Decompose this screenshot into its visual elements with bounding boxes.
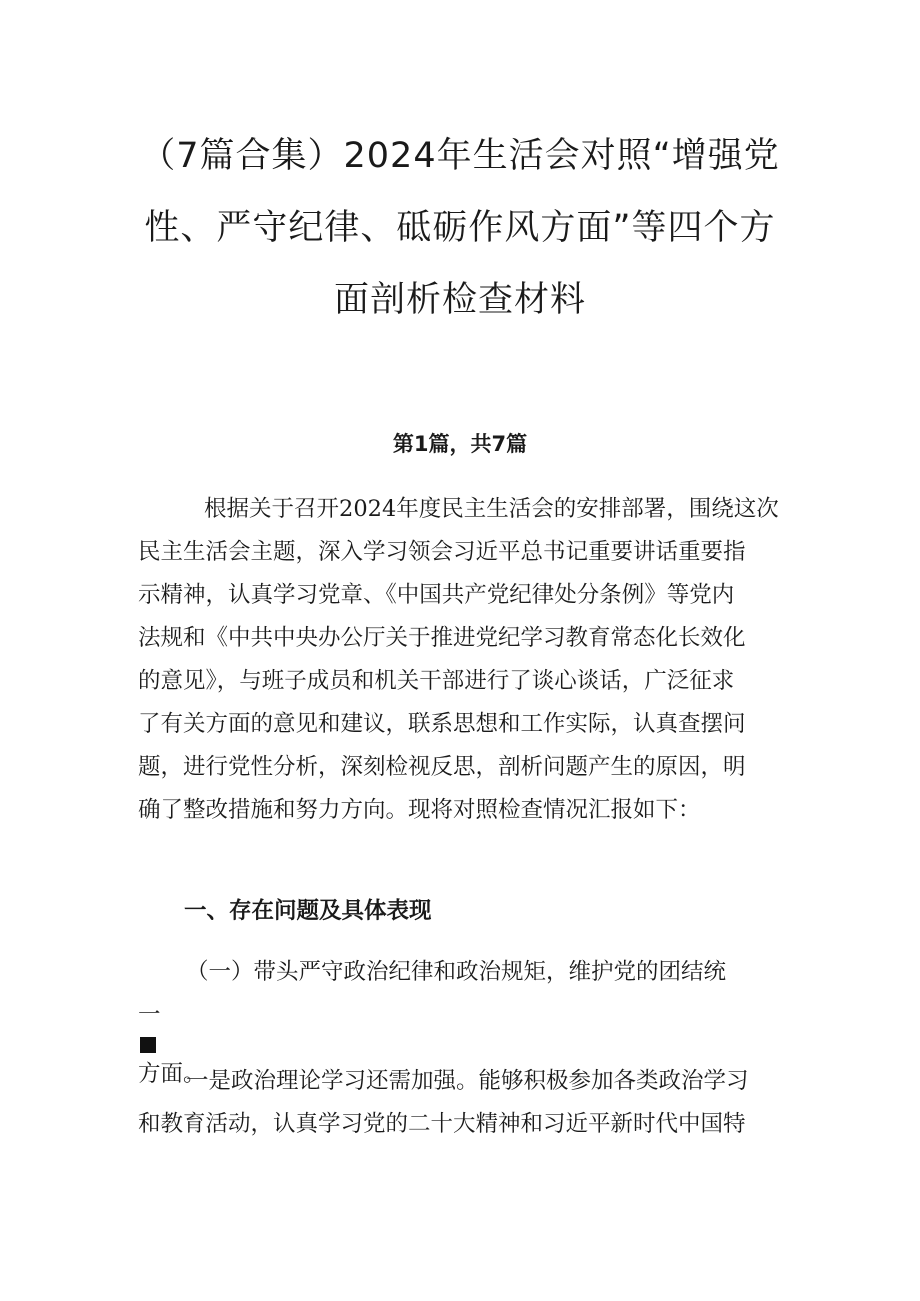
title-line: 性、严守纪律、砥砺作风方面”等四个方: [144, 208, 776, 248]
document-title: [130, 120, 790, 336]
part-indicator: 第1篇，共7篇: [392, 432, 528, 456]
paragraph-line: （一）带头严守政治纪律和政治规矩，维护党的团结统: [186, 959, 727, 985]
point-paragraph: [138, 1060, 798, 1146]
paragraph-line: 的意见》，与班子成员和机关干部进行了谈心谈话，广泛征求: [138, 668, 735, 694]
black-square-icon: [140, 1037, 156, 1053]
paragraph-line: 一是政治理论学习还需加强。能够积极参加各类政治学习: [186, 1068, 749, 1094]
paragraph-line: 和教育活动，认真学习党的二十大精神和习近平新时代中国特: [138, 1111, 746, 1137]
paragraph-fragment: 方面。: [138, 1061, 206, 1087]
section-heading: 一、存在问题及具体表现: [184, 898, 432, 924]
title-line: （7篇合集）2024年生活会对照“增强党: [140, 136, 780, 176]
paragraph-line: 了有关方面的意见和建议，联系思想和工作实际，认真查摆问: [138, 711, 746, 737]
paragraph-line: 题，进行党性分析，深刻检视反思，剖析问题产生的原因，明: [138, 754, 746, 780]
paragraph-line: 确了整改措施和努力方向。现将对照检查情况汇报如下：: [138, 797, 701, 823]
paragraph-line: 法规和《中共中央办公厅关于推进党纪学习教育常态化长效化: [138, 625, 746, 651]
paragraph-fragment: 一: [138, 1002, 161, 1028]
paragraph-line: 示精神，认真学习党章、《中国共产党纪律处分条例》等党内: [138, 582, 735, 608]
paragraph-line: 民主生活会主题，深入学习领会习近平总书记重要讲话重要指: [138, 539, 746, 565]
title-line: 面剖析检查材料: [333, 280, 586, 320]
paragraph-line: 根据关于召开2024年度民主生活会的安排部署，围绕这次: [204, 496, 779, 522]
intro-paragraph: [138, 488, 798, 832]
